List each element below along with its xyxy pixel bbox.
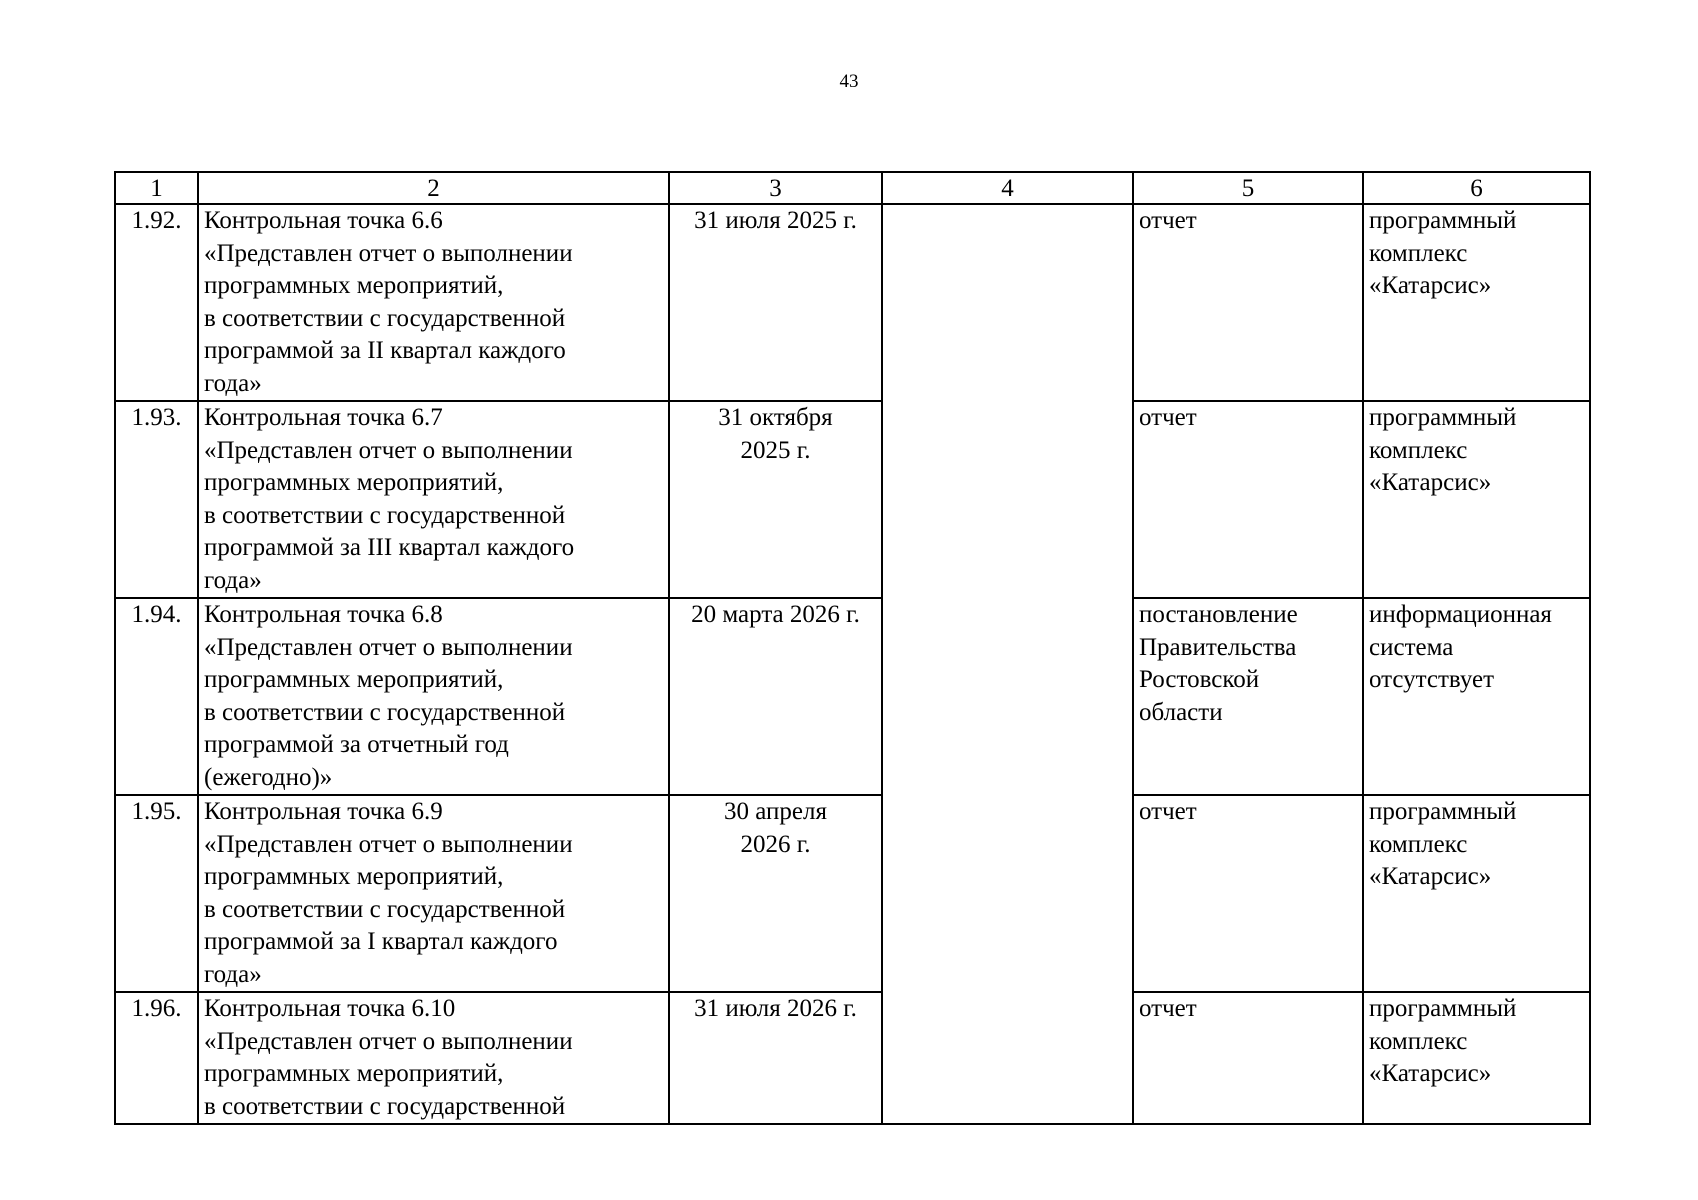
row-number: 1.96. [115, 992, 198, 1124]
column-header: 2 [198, 172, 669, 204]
column-header: 6 [1363, 172, 1590, 204]
deadline-date: 31 июля 2025 г. [669, 204, 882, 401]
row-number: 1.95. [115, 795, 198, 992]
table-row [115, 204, 1590, 401]
table-row [115, 598, 1590, 795]
information-system: программный комплекс «Катарсис» [1363, 795, 1590, 992]
control-point-name: Контрольная точка 6.10 «Представлен отчет о выполнении программных мероприятий, в соответствии с государственной [198, 992, 669, 1124]
responsible-cell-empty [882, 204, 1133, 1124]
information-system: информационная система отсутствует [1363, 598, 1590, 795]
document-type: отчет [1133, 401, 1363, 598]
control-point-name: Контрольная точка 6.7 «Представлен отчет о выполнении программных мероприятий, в соответствии с государственной программой за III квартал каждого года» [198, 401, 669, 598]
table-row [115, 401, 1590, 598]
row-number: 1.92. [115, 204, 198, 401]
table-header-row [115, 172, 1590, 204]
deadline-date: 31 июля 2026 г. [669, 992, 882, 1124]
column-header: 4 [882, 172, 1133, 204]
row-number: 1.94. [115, 598, 198, 795]
information-system: программный комплекс «Катарсис» [1363, 204, 1590, 401]
control-points-table [114, 171, 1591, 1125]
document-type: постановление Правительства Ростовской области [1133, 598, 1363, 795]
document-type: отчет [1133, 992, 1363, 1124]
column-header: 5 [1133, 172, 1363, 204]
deadline-date: 20 марта 2026 г. [669, 598, 882, 795]
document-type: отчет [1133, 204, 1363, 401]
row-number: 1.93. [115, 401, 198, 598]
document-type: отчет [1133, 795, 1363, 992]
table-row [115, 795, 1590, 992]
column-header: 1 [115, 172, 198, 204]
information-system: программный комплекс «Катарсис» [1363, 992, 1590, 1124]
control-point-name: Контрольная точка 6.8 «Представлен отчет о выполнении программных мероприятий, в соответствии с государственной программой за отчетный год (ежегодно)» [198, 598, 669, 795]
information-system: программный комплекс «Катарсис» [1363, 401, 1590, 598]
page-number: 43 [839, 71, 859, 92]
column-header: 3 [669, 172, 882, 204]
table-row [115, 992, 1590, 1124]
deadline-date: 31 октября 2025 г. [669, 401, 882, 598]
control-point-name: Контрольная точка 6.6 «Представлен отчет о выполнении программных мероприятий, в соответствии с государственной программой за II квартал каждого года» [198, 204, 669, 401]
deadline-date: 30 апреля 2026 г. [669, 795, 882, 992]
control-point-name: Контрольная точка 6.9 «Представлен отчет о выполнении программных мероприятий, в соответствии с государственной программой за I квартал каждого года» [198, 795, 669, 992]
